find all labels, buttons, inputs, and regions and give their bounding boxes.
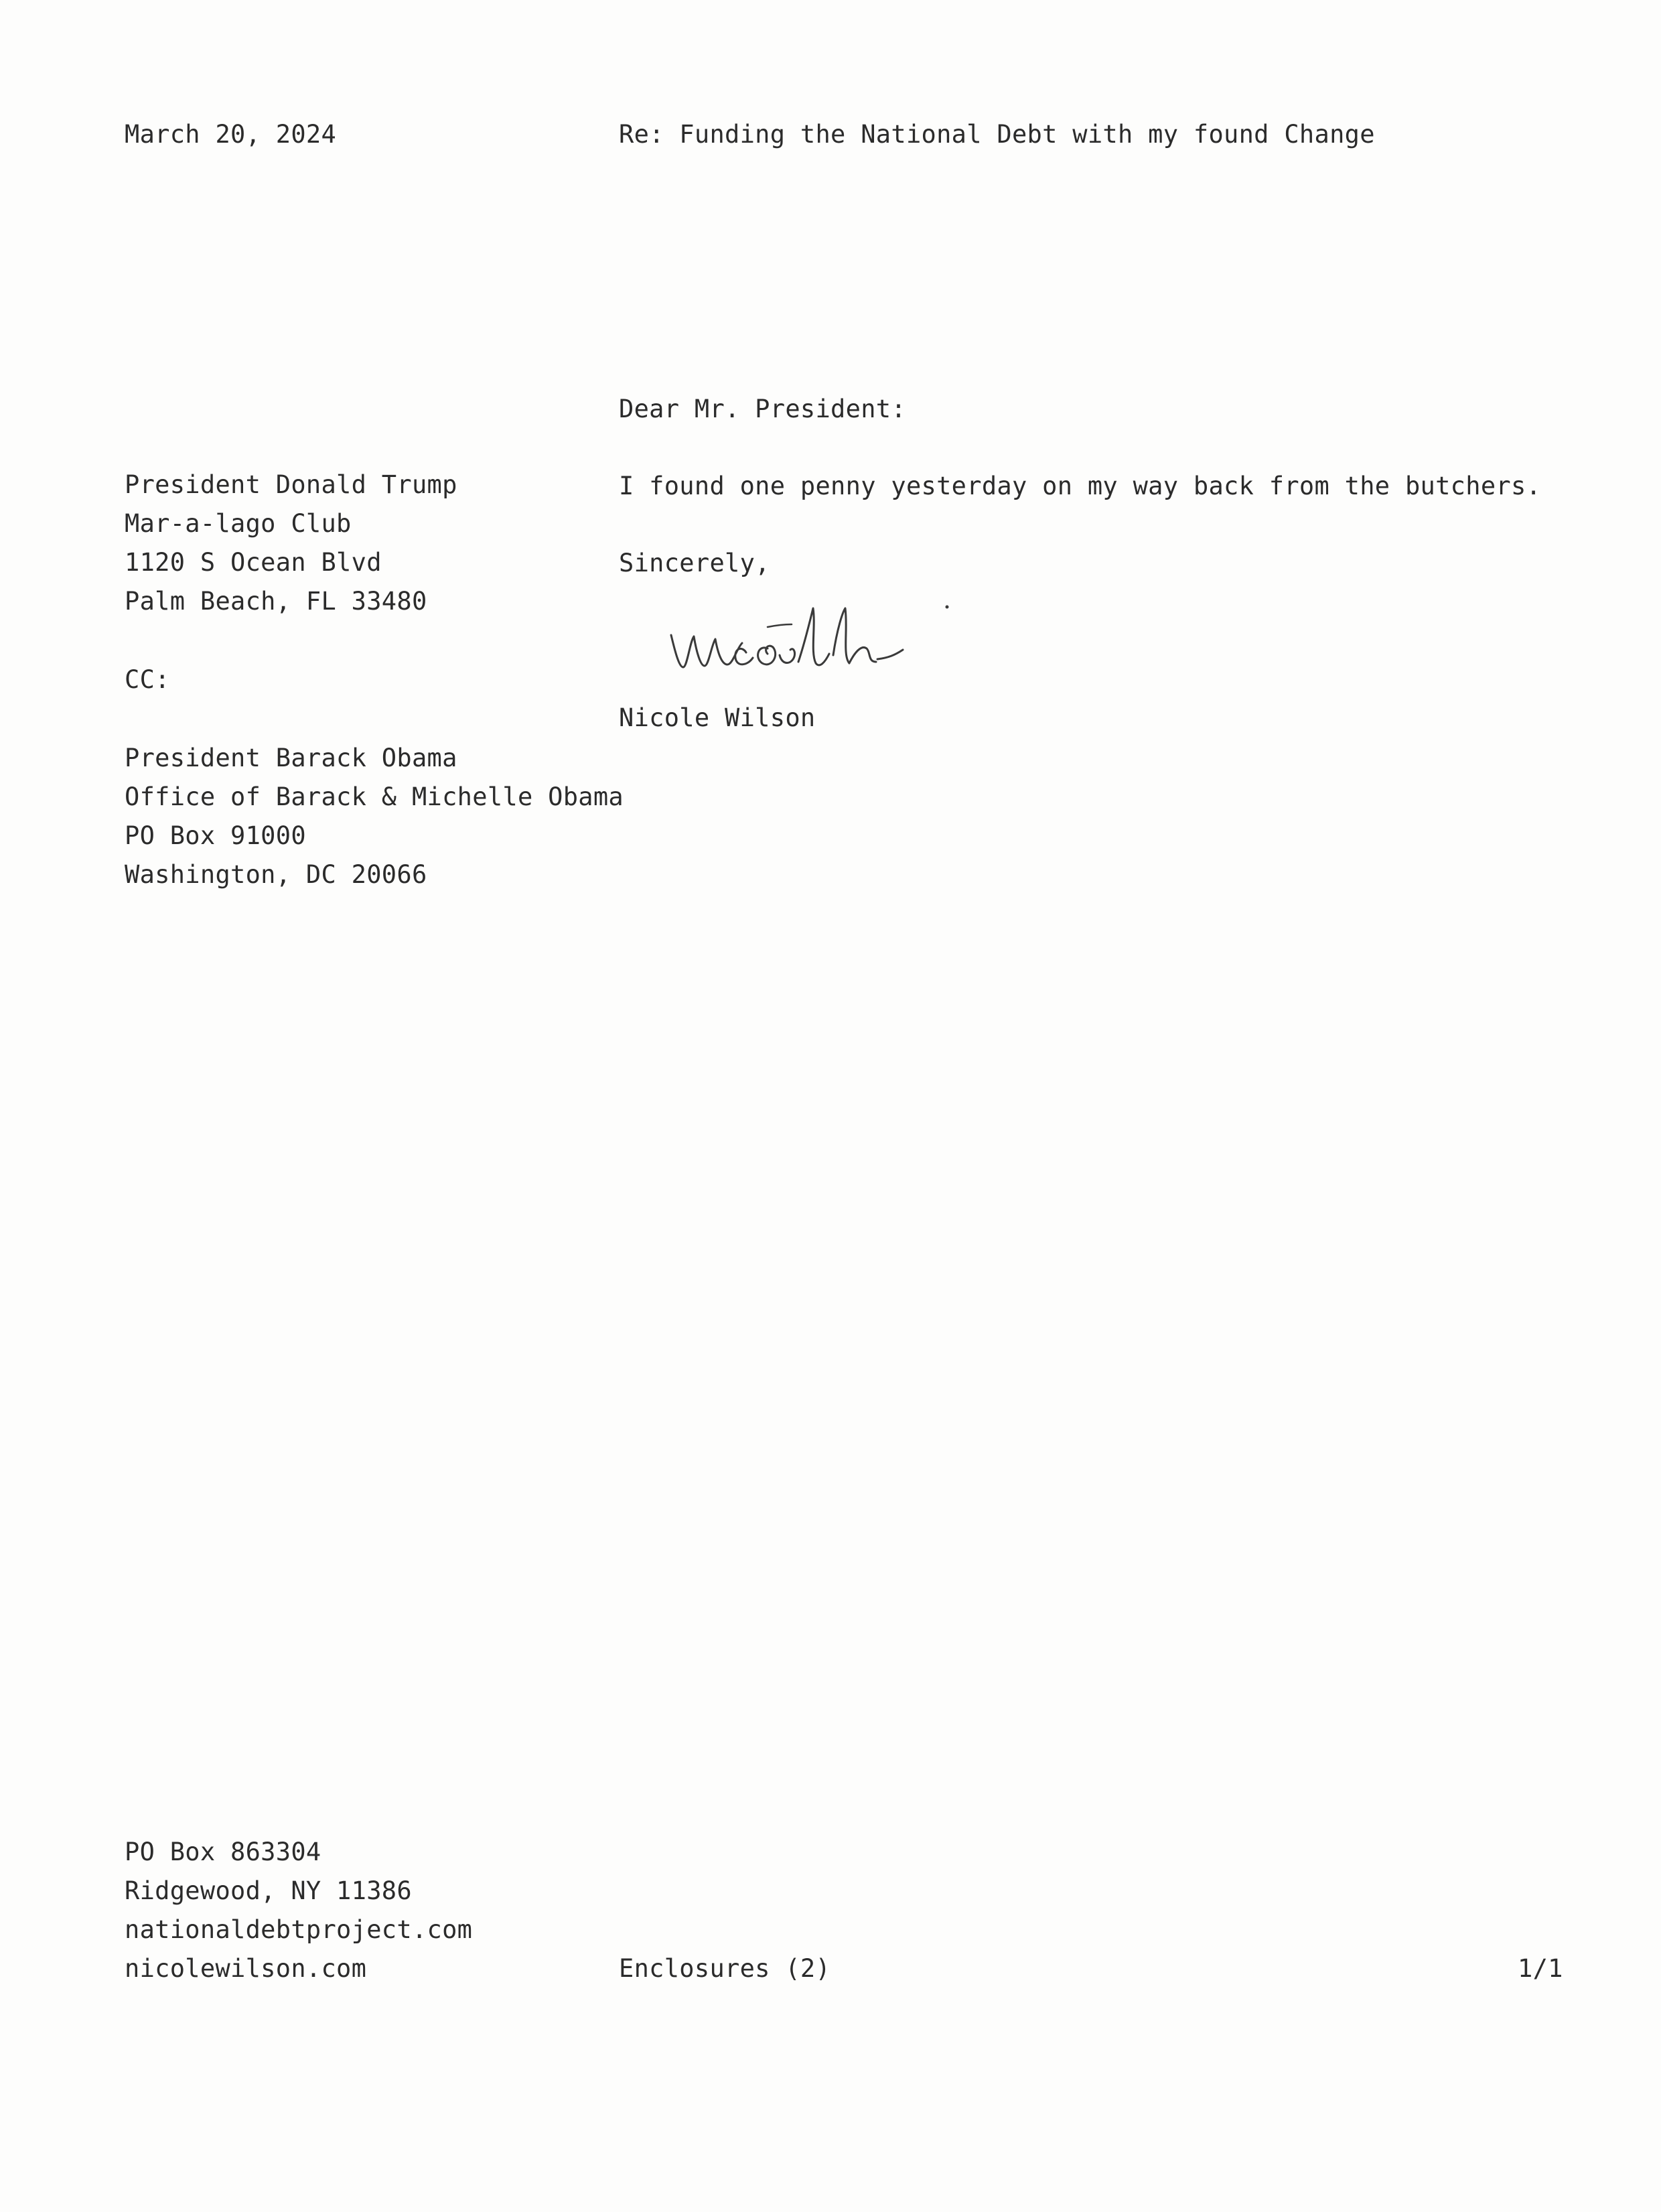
closing: Sincerely,	[619, 549, 770, 577]
recipient-line: Mar-a-lago Club	[125, 509, 352, 538]
footer-line: PO Box 863304	[125, 1838, 321, 1866]
sender-address	[125, 1833, 472, 1988]
cc-line: Washington, DC 20066	[125, 860, 427, 889]
enclosures-note: Enclosures (2)	[619, 1954, 831, 1983]
recipient-line: 1120 S Ocean Blvd	[125, 548, 382, 577]
signer-name: Nicole Wilson	[619, 703, 816, 732]
page-number: 1/1	[1518, 1954, 1563, 1983]
cc-line: President Barack Obama	[125, 744, 457, 772]
footer-line: Ridgewood, NY 11386	[125, 1876, 412, 1905]
letter-subject: Re: Funding the National Debt with my found Change	[619, 120, 1375, 149]
cc-line: Office of Barack & Michelle Obama	[125, 782, 624, 811]
cc-line: PO Box 91000	[125, 821, 306, 850]
recipient-line: President Donald Trump	[125, 470, 457, 499]
recipient-address	[125, 466, 457, 621]
cc-address	[125, 739, 624, 894]
recipient-line: Palm Beach, FL 33480	[125, 587, 427, 616]
letter-date: March 20, 2024	[125, 120, 337, 149]
footer-website: nicolewilson.com	[125, 1954, 367, 1983]
letter-body: I found one penny yesterday on my way back from the butchers.	[619, 472, 1542, 500]
footer-website: nationaldebtproject.com	[125, 1915, 473, 1944]
salutation: Dear Mr. President:	[619, 395, 906, 423]
handwritten-signature-icon	[667, 588, 975, 689]
cc-label: CC:	[125, 665, 170, 694]
